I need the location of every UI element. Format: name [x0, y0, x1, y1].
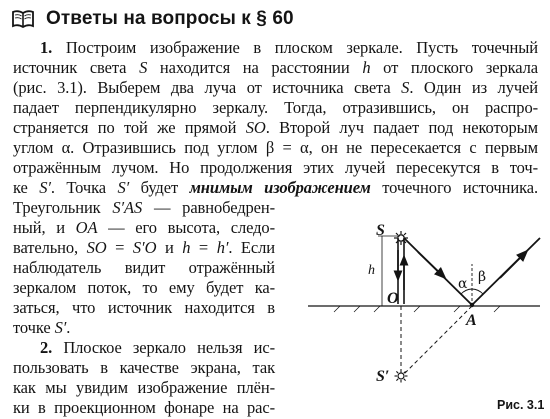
point-A-dot — [470, 303, 474, 307]
p1-line-15: точке S′. — [13, 318, 71, 337]
reflected-ray-extension — [404, 306, 472, 374]
p1-text: Построим изображение в плоском зеркале. Пусть точечный — [65, 38, 539, 57]
p1-line-4: падает перпендикулярно зеркалу. Тогда, отразившись, он распро- — [13, 98, 538, 117]
p1-line-12: наблюдатель видит отражённый — [13, 258, 275, 277]
p1-line-9: Треугольник S′AS — равнобедрен- — [13, 198, 275, 217]
label-h: h — [368, 263, 375, 278]
virtual-image-star — [395, 370, 408, 383]
p2-line-3: как мы увидим изображение плён- — [13, 378, 275, 397]
p1-line-1 — [40, 38, 538, 58]
p1-line-13: зеркалом поток, то ему будет ка- — [13, 278, 275, 297]
label-S: S — [376, 222, 385, 239]
p1-line-14: заться, что источник находится в — [13, 298, 275, 317]
p1-line-10: ный, и OA — его высота, следо- — [13, 218, 275, 237]
label-S-prime: S′ — [376, 368, 390, 385]
p1-line-11: вательно, SO = S′O и h = h′. Если — [13, 238, 275, 257]
p1-line-8: ке S′. Точка S′ будет мнимым изображением точечного источника. — [13, 178, 538, 197]
label-alpha: α — [458, 276, 468, 292]
figure-3-1-mirror-diagram — [300, 178, 548, 400]
p2-line-1: 2. Плоское зеркало нельзя ис- — [40, 338, 275, 357]
p1-line-3: (рис. 3.1). Выберем два луча от источника света S. Один из лучей — [13, 78, 538, 97]
reflected-ray-arrow — [500, 254, 524, 278]
open-book-icon — [12, 10, 34, 28]
light-source-star — [394, 231, 408, 245]
p2-line-4: ки в проекционном фонаре на рас- — [13, 398, 275, 417]
p1-line-2: источник света S находится на расстоянии h от плоского зеркала — [13, 58, 538, 77]
angle-beta-arc — [472, 289, 483, 294]
figure-caption: Рис. 3.1 — [497, 398, 545, 412]
section-header — [12, 4, 294, 34]
label-A: A — [466, 312, 477, 329]
section-title: Ответы на вопросы к § 60 — [46, 8, 294, 29]
term-virtual-image: мнимым изображением — [189, 178, 371, 197]
p1-line-7: отражённым лучом. Но продолжения этих лучей пересекутся в точ- — [13, 158, 538, 177]
label-O: O — [387, 290, 399, 307]
p2-line-2: пользовать в качестве экрана, так — [13, 358, 275, 377]
p1-line-5: страняется по той же прямой SO. Второй луч падает под некоторым — [13, 118, 538, 137]
p1-number: 1. — [40, 38, 53, 57]
label-beta: β — [478, 269, 487, 285]
p2-number: 2. — [40, 338, 53, 357]
p1-line-6: углом α. Отразившись под углом β = α, он не пересекается с первым — [13, 138, 538, 157]
incident-ray-arrow — [418, 252, 442, 275]
